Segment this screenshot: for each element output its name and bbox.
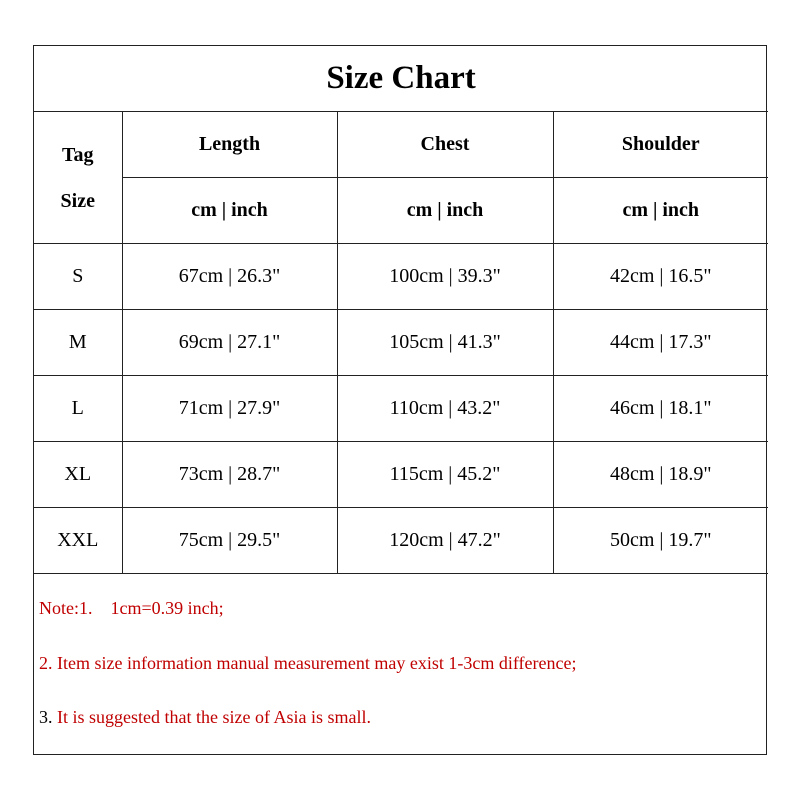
size-cell: S [34, 244, 122, 310]
length-cell: 71cm | 27.9" [122, 376, 337, 442]
size-cell: XXL [34, 508, 122, 574]
shoulder-cell: 50cm | 19.7" [553, 508, 768, 574]
length-cell: 67cm | 26.3" [122, 244, 337, 310]
shoulder-cell: 46cm | 18.1" [553, 376, 768, 442]
chest-cell: 105cm | 41.3" [337, 310, 553, 376]
tag-size-header [34, 112, 122, 244]
size-chart [33, 45, 767, 755]
chart-title: Size Chart [34, 46, 768, 112]
chest-units: cm | inch [337, 178, 553, 244]
shoulder-cell: 44cm | 17.3" [553, 310, 768, 376]
chest-cell: 120cm | 47.2" [337, 508, 553, 574]
size-cell: XL [34, 442, 122, 508]
table-row [34, 376, 768, 442]
shoulder-cell: 42cm | 16.5" [553, 244, 768, 310]
shoulder-cell: 48cm | 18.9" [553, 442, 768, 508]
table-row [34, 508, 768, 574]
chest-cell: 110cm | 43.2" [337, 376, 553, 442]
shoulder-units: cm | inch [553, 178, 768, 244]
note-3 [39, 707, 371, 728]
table-row [34, 310, 768, 376]
size-cell: M [34, 310, 122, 376]
chest-header: Chest [337, 112, 553, 178]
chest-cell: 115cm | 45.2" [337, 442, 553, 508]
length-cell: 73cm | 28.7" [122, 442, 337, 508]
chest-cell: 100cm | 39.3" [337, 244, 553, 310]
table-row [34, 442, 768, 508]
length-units: cm | inch [122, 178, 337, 244]
size-label: Size [60, 189, 95, 212]
table-row [34, 244, 768, 310]
shoulder-header: Shoulder [553, 112, 768, 178]
note-1: Note:1. 1cm=0.39 inch; [39, 598, 224, 618]
note-3-number: 3. [39, 707, 53, 727]
note-2: 2. Item size information manual measurement may exist 1-3cm difference; [39, 653, 577, 673]
length-cell: 69cm | 27.1" [122, 310, 337, 376]
size-cell: L [34, 376, 122, 442]
note-3-text: It is suggested that the size of Asia is small. [52, 707, 371, 727]
tag-label: Tag [61, 143, 94, 166]
length-cell: 75cm | 29.5" [122, 508, 337, 574]
length-header: Length [122, 112, 337, 178]
size-table [34, 46, 768, 574]
